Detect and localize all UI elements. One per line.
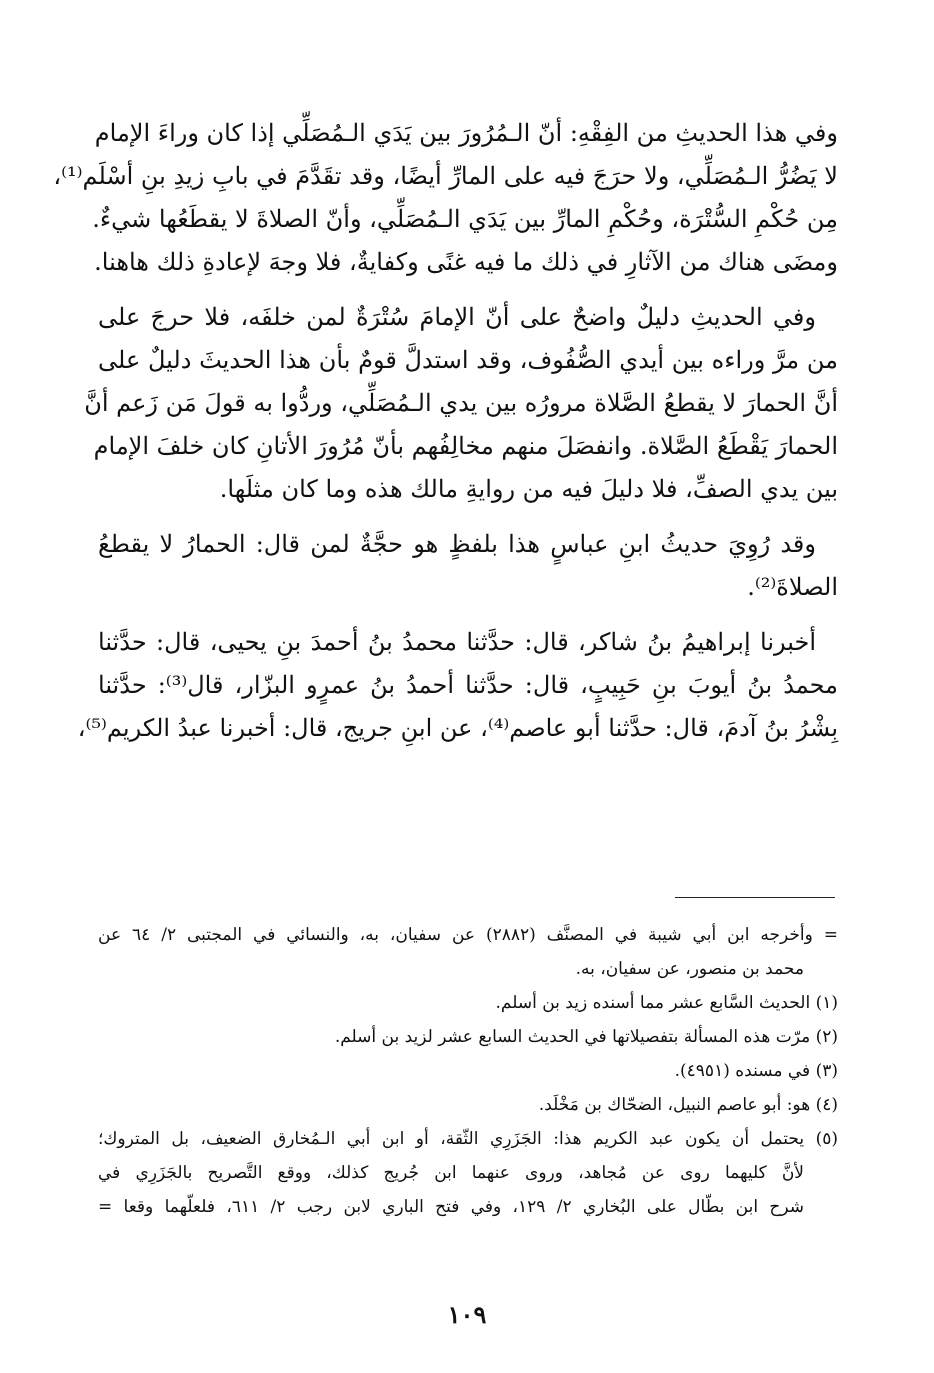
body-line: الحمارَ يَقْطَعُ الصَّلاة. وانفصَلَ منهم مخالِفُهم بأنّ مُرُورَ الأتانِ كان خلفَ الإمام (93, 432, 838, 460)
footnote-3: (٣) في مسنده (٤٩٥١). (674, 1061, 838, 1081)
body-line: الصلاةَ⁽²⁾. (747, 573, 838, 601)
footnote-separator (675, 897, 835, 898)
body-line: محمدُ بنُ أيوبَ بنِ حَبِيبٍ، قال: حدَّثنا أحمدُ بنُ عمرٍو البزّار، قال⁽³⁾: حدَّثنا (98, 671, 839, 699)
body-line: وفي هذا الحديثِ من الفِقْهِ: أنّ الـمُرُورَ بين يَدَي الـمُصَلِّي إذا كان وراءَ الإمام (94, 119, 838, 147)
footnote-line: لأنَّ كليهما روى عن مُجاهد، وروى عنهما ابن جُريج كذلك، ووقع التَّصريح بالجَزَرِي في (98, 1163, 805, 1183)
footnote-line: شرح ابن بطّال على البُخاري ٢/ ١٢٩، وفي فتح الباري لابن رجب ٢/ ٦١١، فلعلّهما وقعا = (98, 1197, 804, 1217)
footnote-4: (٤) هو: أبو عاصم النبيل، الضحّاك بن مَخْلَد. (538, 1095, 838, 1115)
body-line: بِشْرُ بنُ آدمَ، قال: حدَّثنا أبو عاصم⁽⁴⁾، عن ابنِ جريج، قال: أخبرنا عبدُ الكريم⁽⁵⁾، (77, 714, 838, 742)
footnote-line: = وأخرجه ابن أبي شيبة في المصنَّف (٢٨٨٢) عن سفيان، به، والنسائي في المجتبى ٢/ ٦٤ عن (98, 925, 838, 945)
paragraph-gap (98, 284, 838, 296)
footnote-1: (١) الحديث السَّابع عشر مما أسنده زيد بن أسلم. (495, 993, 838, 1013)
footnote-5: (٥) يحتمل أن يكون عبد الكريم هذا: الجَزَرِي الثّقة، أو ابن أبي الـمُخارق الضعيف، بل المتروك؛ (98, 1129, 838, 1149)
body-line: أخبرنا إبراهيمُ بنُ شاكر، قال: حدَّثنا محمدُ بنُ أحمدَ بنِ يحيى، قال: حدَّثنا (98, 628, 816, 656)
body-line: من مرَّ وراءه بين أيدي الصُّفُوف، وقد استدلَّ قومٌ بأن هذا الحديثَ دليلٌ على (98, 346, 838, 374)
body-line: مِن حُكْمِ السُّتْرَة، وحُكْمِ المارِّ بين يَدَي الـمُصَلِّي، وأنّ الصلاةَ لا يقطَعُها شيءٌ. (92, 205, 838, 233)
body-line: لا يَضُرُّ الـمُصَلِّي، ولا حرَجَ فيه على المارِّ أيضًا، وقد تقَدَّمَ في بابِ زيدِ بنِ أسْلَم⁽¹⁾، (53, 162, 838, 190)
paragraph-gap (98, 609, 838, 621)
footnote-line: محمد بن منصور، عن سفيان، به. (575, 959, 804, 979)
page-number: ١٠٩ (447, 1300, 487, 1329)
paragraph-gap (98, 511, 838, 523)
main-text (53, 112, 839, 750)
body-line: ومضَى هناك من الآثارِ في ذلك ما فيه غنًى وكفايةٌ، فلا وجهَ لإعادةِ ذلك هاهنا. (94, 248, 838, 276)
body-line: وقد رُوِيَ حديثُ ابنِ عباسٍ هذا بلفظٍ هو حجَّةٌ لمن قال: الحمارُ لا يقطعُ (98, 530, 816, 558)
body-line: أنَّ الحمارَ لا يقطعُ الصَّلاة مرورُه بين يدي الـمُصَلِّي، وردُّوا به قولَ مَن زَعم أنَّ (84, 389, 838, 417)
body-line: بين يدي الصفِّ، فلا دليلَ فيه من روايةِ مالك هذه وما كان مثلَها. (219, 475, 838, 503)
body-line: وفي الحديثِ دليلٌ واضحٌ على أنّ الإمامَ سُتْرَةٌ لمن خلفَه، فلا حرجَ على (98, 303, 816, 331)
footnote-2: (٢) مرّت هذه المسألة بتفصيلاتها في الحديث السابع عشر لزيد بن أسلم. (334, 1027, 838, 1047)
footnotes (98, 918, 838, 1224)
